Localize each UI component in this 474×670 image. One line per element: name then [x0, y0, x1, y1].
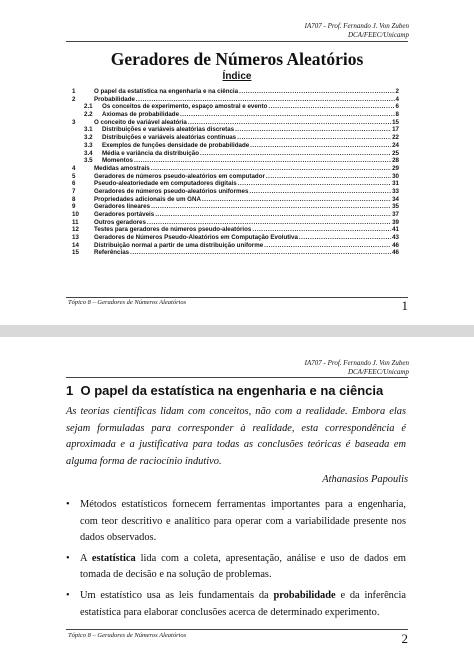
- toc-entry-number: 3: [72, 118, 76, 126]
- toc-entry-number: 7: [72, 187, 76, 195]
- toc-entry-number: 15: [72, 249, 79, 257]
- toc-dot-leader: [264, 242, 391, 250]
- toc-entry-page: 39: [392, 218, 399, 226]
- header-department: DCA/FEEC/Unicamp: [347, 30, 409, 39]
- index-heading: Índice: [222, 71, 252, 82]
- toc-entry[interactable]: [72, 226, 399, 234]
- toc-entry[interactable]: [72, 173, 399, 181]
- toc-dot-leader: [200, 150, 391, 158]
- document-page-2: [0, 337, 474, 670]
- toc-entry[interactable]: [72, 157, 399, 165]
- toc-entry-title: Geradores portáveis: [94, 211, 155, 218]
- bullet-icon: •: [66, 499, 70, 510]
- toc-dot-leader: [252, 226, 391, 234]
- toc-entry-title: Distribuições e variáveis aleatórias discretas: [102, 126, 235, 134]
- header-course: IA707 - Prof. Fernando J. Von Zuben: [304, 359, 409, 367]
- toc-entry-title: Geradores lineares: [94, 203, 151, 211]
- toc-entry-page: 17: [392, 126, 399, 134]
- toc-entry-page: 8: [395, 111, 399, 119]
- toc-dot-leader: [136, 96, 395, 104]
- toc-entry[interactable]: [72, 165, 399, 173]
- page-header: [305, 359, 409, 376]
- toc-entry-title: Referências: [94, 249, 130, 257]
- section-heading: [66, 383, 383, 398]
- page-number: 2: [401, 631, 408, 646]
- toc-entry-number: 5: [72, 172, 76, 180]
- toc-entry[interactable]: [72, 188, 399, 196]
- toc-dot-leader: [180, 111, 395, 119]
- toc-dot-leader: [238, 180, 391, 188]
- toc-entry-number: 14: [72, 241, 79, 249]
- toc-entry-page: 34: [392, 195, 399, 203]
- toc-entry-page: 4: [395, 95, 399, 103]
- toc-dot-leader: [130, 249, 391, 257]
- table-of-contents: [72, 88, 399, 257]
- section-number: 1: [66, 383, 74, 398]
- toc-entry[interactable]: [72, 180, 399, 188]
- toc-dot-leader: [147, 219, 391, 227]
- toc-entry-title: Propriedades adicionais de um GNA: [94, 195, 201, 203]
- bullet-icon: •: [66, 589, 70, 601]
- toc-entry-page: 22: [392, 134, 399, 142]
- toc-entry-title: Momentos: [102, 157, 133, 165]
- quote-author: Athanasios Papoulis: [322, 474, 408, 485]
- toc-dot-leader: [188, 119, 391, 127]
- toc-dot-leader: [250, 142, 391, 150]
- toc-dot-leader: [151, 203, 391, 211]
- toc-entry-title: Testes para geradores de números pseudo-aleatórios: [94, 226, 252, 234]
- toc-entry-title: O conceito de variável aleatória: [94, 118, 187, 126]
- toc-entry[interactable]: [72, 142, 399, 150]
- page-footer: Tópico 8 – Geradores de Números Aleatórios: [68, 299, 187, 306]
- toc-entry-number: 3.1: [84, 126, 93, 134]
- toc-entry-number: 10: [72, 211, 79, 218]
- toc-entry-title: Os conceitos de experimento, espaço amostral e evento: [102, 103, 268, 111]
- document-page-1: [0, 0, 474, 325]
- toc-entry-number: 9: [72, 203, 76, 211]
- toc-entry[interactable]: [72, 126, 399, 134]
- toc-entry-page: 30: [392, 172, 399, 180]
- toc-entry-page: 35: [392, 203, 399, 211]
- toc-entry-page: 24: [392, 141, 399, 149]
- toc-entry-page: 15: [392, 118, 399, 126]
- header-course: IA707 - Prof. Fernando J. Von Zuben: [304, 22, 409, 30]
- toc-entry-number: 3.2: [84, 134, 93, 142]
- term-estatistica: estatística: [91, 552, 136, 564]
- term-probabilidade: probabilidade: [273, 589, 336, 601]
- toc-entry[interactable]: [72, 211, 399, 219]
- toc-entry-title: O papel da estatística na engenharia e na ciência: [94, 88, 239, 95]
- toc-entry-number: 1: [72, 88, 76, 95]
- toc-entry-number: 13: [72, 234, 79, 242]
- toc-entry-number: 4: [72, 164, 76, 172]
- toc-dot-leader: [239, 88, 394, 96]
- toc-entry-page: 25: [392, 149, 399, 157]
- toc-entry-title: Medidas amostrais: [94, 164, 150, 172]
- toc-entry[interactable]: [72, 219, 399, 227]
- page-header: [305, 22, 409, 39]
- toc-dot-leader: [268, 103, 394, 111]
- toc-entry-page: 31: [392, 180, 399, 188]
- toc-entry[interactable]: [72, 111, 399, 119]
- toc-entry[interactable]: [72, 88, 399, 96]
- toc-entry-title: Geradores de Números Pseudo-Aleatórios em Computação Evolutiva: [94, 234, 298, 242]
- toc-entry-number: 3.4: [84, 149, 93, 157]
- toc-entry-page: 46: [392, 241, 399, 249]
- toc-entry-title: Geradores de números pseudo-aleatórios uniformes: [94, 187, 249, 195]
- toc-entry-number: 3.3: [84, 141, 93, 149]
- toc-entry[interactable]: [72, 119, 399, 127]
- toc-entry-page: 28: [392, 157, 399, 165]
- toc-entry[interactable]: [72, 234, 399, 242]
- toc-entry[interactable]: [72, 196, 399, 204]
- toc-entry-number: 6: [72, 180, 76, 188]
- toc-dot-leader: [202, 196, 391, 204]
- toc-entry-page: 37: [392, 211, 399, 218]
- toc-entry[interactable]: [72, 96, 399, 104]
- toc-entry-title: Axiomas de probabilidade: [102, 111, 180, 119]
- toc-entry-number: 2.2: [84, 111, 93, 119]
- section-title: O papel da estatística na engenharia e na ciência: [80, 383, 384, 398]
- bullet-icon: •: [66, 552, 70, 564]
- toc-dot-leader: [134, 157, 391, 165]
- footer-rule: [66, 629, 408, 630]
- page-number: 1: [401, 298, 408, 313]
- toc-entry[interactable]: [72, 150, 399, 158]
- header-department: DCA/FEEC/Unicamp: [347, 367, 409, 376]
- toc-entry-title: Distribuições e variáveis aleatórias contínuas: [102, 134, 237, 142]
- toc-entry-number: 3.5: [84, 157, 93, 165]
- toc-entry[interactable]: [72, 103, 399, 111]
- toc-entry-page: 6: [395, 103, 399, 111]
- toc-dot-leader: [266, 173, 391, 181]
- toc-entry[interactable]: [72, 203, 399, 211]
- toc-entry-number: 12: [72, 226, 79, 234]
- toc-dot-leader: [299, 234, 391, 242]
- toc-dot-leader: [249, 188, 391, 196]
- list-item: • Métodos estatísticos fornecem ferramentas importantes para a engenharia, com teor descritivo e analítico para operar com a variabilidade presente nos dados observados.: [66, 499, 406, 544]
- header-rule: [66, 377, 408, 378]
- document-title: Geradores de Números Aleatórios: [110, 49, 364, 69]
- toc-entry-page: 33: [392, 187, 399, 195]
- toc-dot-leader: [151, 165, 391, 173]
- toc-entry-title: Outros geradores: [94, 218, 146, 226]
- toc-dot-leader: [155, 211, 391, 219]
- page-footer: Tópico 8 – Geradores de Números Aleatórios: [68, 632, 187, 639]
- toc-entry-title: Distribuição normal a partir de uma distribuição uniforme: [94, 241, 264, 249]
- header-rule: [66, 41, 408, 42]
- toc-dot-leader: [237, 134, 391, 142]
- toc-entry-title: Pseudo-aleatoriedade em computadores digitais: [94, 180, 237, 188]
- page-separator: [0, 325, 474, 337]
- footer-rule: [66, 297, 408, 298]
- toc-entry[interactable]: [72, 249, 399, 257]
- toc-entry-title: Geradores de números pseudo-aleatórios em computador: [94, 172, 265, 180]
- toc-entry-number: 11: [72, 218, 79, 226]
- toc-entry-page: 2: [395, 88, 399, 95]
- epigraph-quote: As teorias científicas lidam com conceitos, não com a realidade. Embora elas sejam formuladas para corresponder à realidade, esta correspondência é aproximada e a justificativa para todas as conclusões teóricas é baseada em alguma forma de raciocínio indutivo.: [66, 406, 406, 467]
- toc-entry-title: Média e variância da distribuição: [102, 149, 199, 157]
- list-item: • Um estatístico usa as leis fundamentais da probabilidade e da inferência estatística para elaborar conclusões acerca de determinado experimento.: [66, 589, 406, 618]
- toc-entry[interactable]: [72, 134, 399, 142]
- toc-dot-leader: [235, 126, 391, 134]
- toc-entry-title: Probabilidade: [94, 95, 135, 103]
- toc-entry-number: 2: [72, 95, 76, 103]
- bullet-list: [66, 497, 406, 625]
- list-item: • A estatística lida com a coleta, apresentação, análise e uso de dados em tomada de decisão e na solução de problemas.: [66, 552, 406, 581]
- toc-entry-number: 8: [72, 195, 76, 203]
- toc-entry-number: 2.1: [84, 103, 93, 111]
- toc-entry-page: 46: [392, 249, 399, 257]
- toc-entry-page: 29: [392, 164, 399, 172]
- toc-entry-page: 41: [392, 226, 399, 234]
- toc-entry[interactable]: [72, 242, 399, 250]
- toc-entry-title: Exemplos de funções densidade de probabilidade: [102, 141, 250, 149]
- toc-entry-page: 43: [392, 234, 399, 242]
